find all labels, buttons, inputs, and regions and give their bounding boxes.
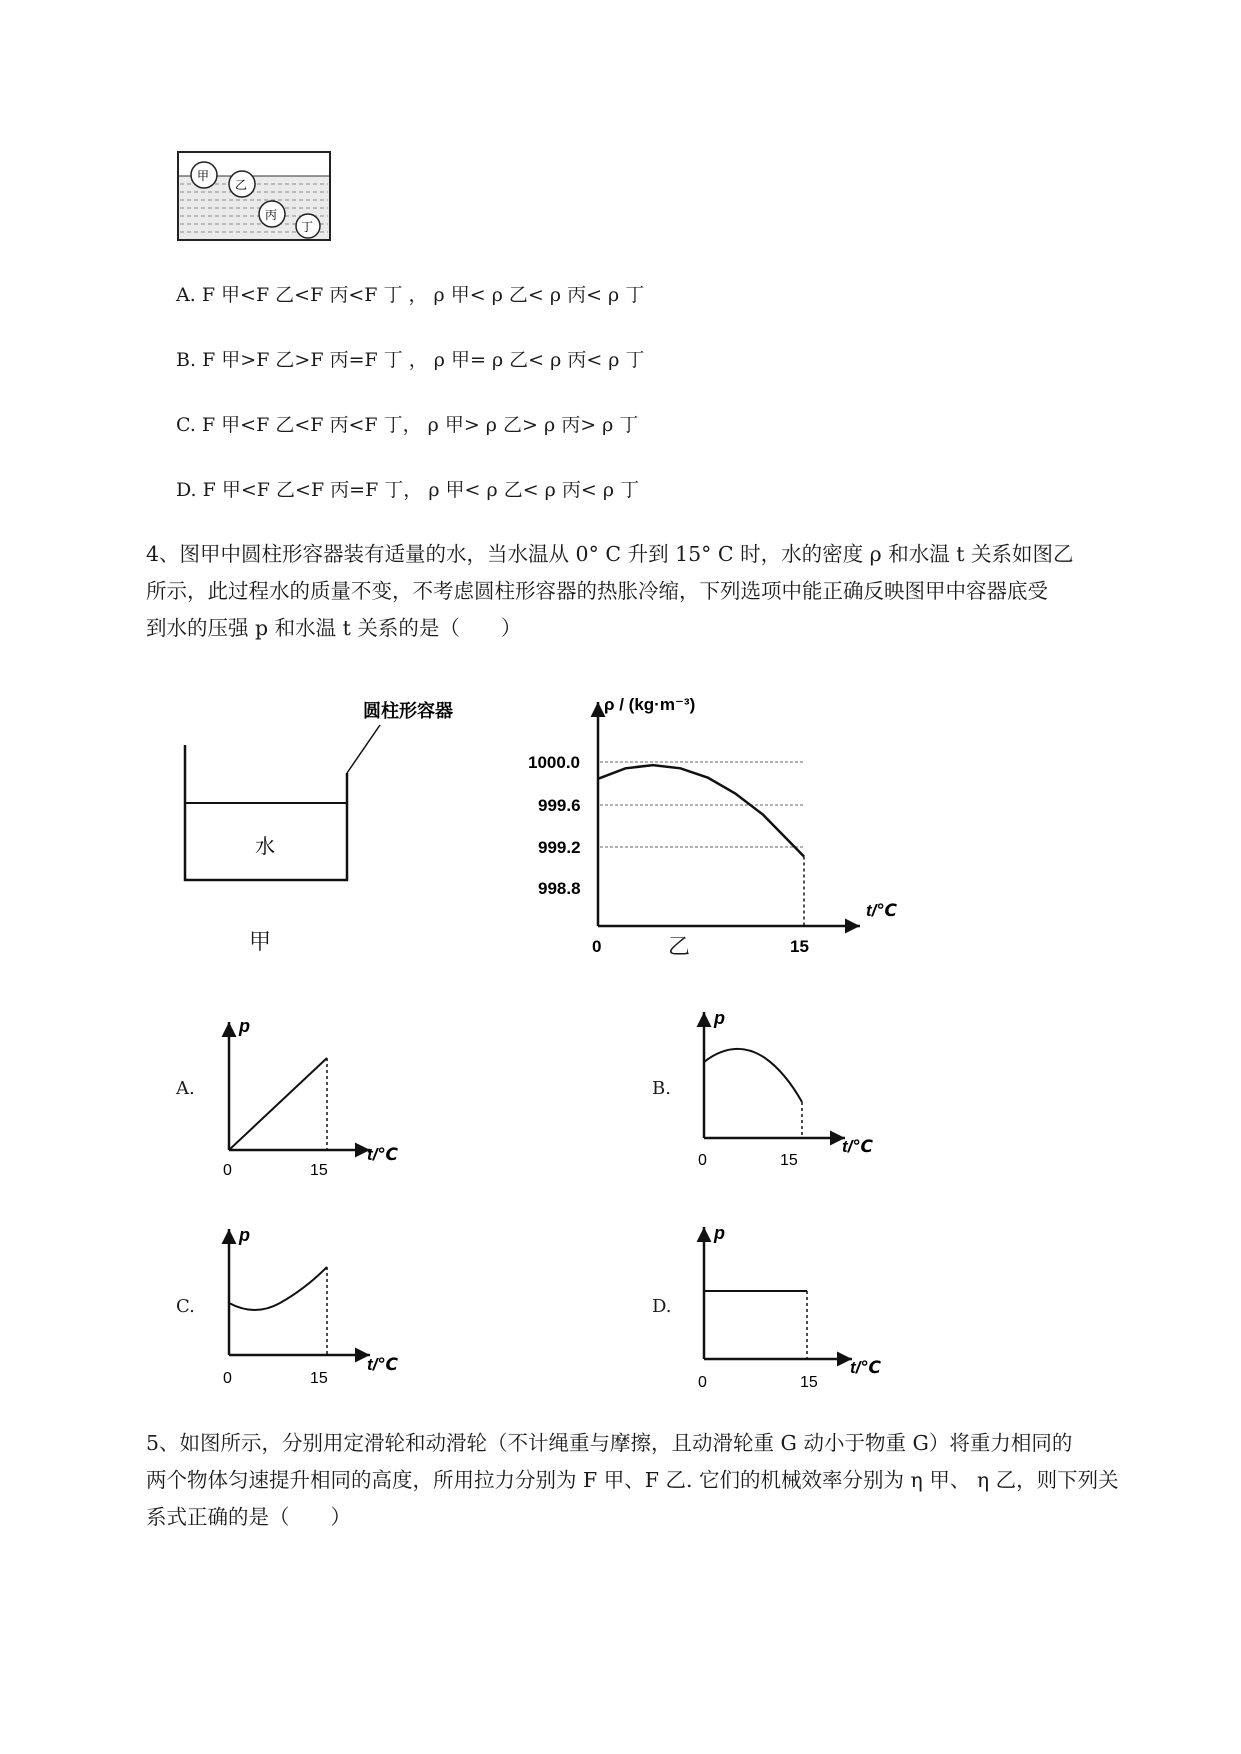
- x-axis-label: t/℃: [367, 1145, 398, 1164]
- x-tick-label: 15: [790, 937, 809, 956]
- q5-line-2: 两个物体匀速提升相同的高度，所用拉力分别为 F 甲、F 乙. 它们的机械效率分别为 η 甲、 η 乙，则下列关: [146, 1468, 1119, 1492]
- q4-choice-d-letter[interactable]: D.: [652, 1296, 672, 1317]
- y-axis-label: p: [239, 1225, 250, 1245]
- figure-yi-density-chart: [520, 690, 900, 956]
- q3-option-b[interactable]: [176, 345, 645, 372]
- q3-option-d[interactable]: [176, 475, 639, 502]
- ball-label-yi: 乙: [235, 178, 248, 192]
- option-text: F 甲<F 乙<F 丙<F 丁， ρ 甲> ρ 乙> ρ 丙> ρ 丁: [201, 414, 639, 436]
- x-tick-label: 0: [698, 1152, 707, 1169]
- x-tick-label: 15: [310, 1370, 328, 1387]
- ball-label-bing: 丙: [265, 208, 278, 222]
- option-letter: C.: [176, 414, 196, 436]
- q4-choice-a-graph[interactable]: [215, 1010, 405, 1180]
- y-axis-label: p: [714, 1008, 725, 1028]
- y-axis-label: p: [714, 1223, 725, 1243]
- option-letter: B.: [176, 349, 197, 371]
- q5-stem: [146, 1425, 1146, 1536]
- q4-choice-a-letter[interactable]: A.: [176, 1078, 195, 1099]
- ball-label-jia: 甲: [197, 169, 210, 183]
- water-label: 水: [255, 836, 275, 858]
- container-label: 圆柱形容器: [363, 701, 453, 721]
- q5-line-3: 系式正确的是（ ）: [146, 1505, 351, 1529]
- y-axis-label: p: [239, 1016, 250, 1036]
- x-axis-label: t/℃: [842, 1137, 873, 1156]
- option-letter: D.: [176, 479, 197, 501]
- option-text: F 甲<F 乙<F 丙=F 丁， ρ 甲< ρ 乙< ρ 丙< ρ 丁: [202, 479, 640, 501]
- q4-choice-b-letter[interactable]: B.: [652, 1078, 671, 1099]
- q4-choice-b-graph[interactable]: [690, 1010, 880, 1180]
- option-text: F 甲>F 乙>F 丙=F 丁 ， ρ 甲= ρ 乙< ρ 丙< ρ 丁: [202, 349, 645, 371]
- x-tick-label: 0: [592, 937, 602, 956]
- y-tick-label: 999.6: [538, 796, 581, 815]
- x-tick-label: 15: [780, 1152, 798, 1169]
- x-tick-label: 0: [223, 1370, 232, 1387]
- density-curve: [598, 765, 804, 856]
- caption-jia: 甲: [249, 930, 272, 955]
- p-curve: [229, 1267, 327, 1310]
- y-tick-label: 999.2: [538, 838, 581, 857]
- q4-choice-d-graph[interactable]: [690, 1225, 890, 1395]
- q4-line-1: 4、图甲中圆柱形容器装有适量的水，当水温从 0° C 升到 15° C 时，水的密度 ρ 和水温 t 关系如图乙: [146, 542, 1074, 566]
- caption-yi: 乙: [668, 935, 691, 960]
- q3-option-c[interactable]: [176, 410, 638, 437]
- option-letter: A.: [176, 284, 196, 306]
- x-axis-label: t/℃: [850, 1358, 881, 1377]
- q5-line-1: 5、如图所示，分别用定滑轮和动滑轮（不计绳重与摩擦，且动滑轮重 G 动小于物重 G）将重力相同的: [146, 1431, 1073, 1455]
- ball-label-ding: 丁: [301, 220, 314, 234]
- q4-line-3: 到水的压强 p 和水温 t 关系的是（ ）: [146, 616, 522, 640]
- x-axis-label: t/℃: [866, 901, 897, 920]
- y-axis-label: ρ / (kg·m⁻³): [604, 695, 696, 714]
- y-tick-label: 998.8: [538, 879, 581, 898]
- q4-choice-c-letter[interactable]: C.: [176, 1296, 195, 1317]
- p-curve: [704, 1049, 802, 1102]
- option-text: F 甲<F 乙<F 丙<F 丁 ， ρ 甲< ρ 乙< ρ 丙< ρ 丁: [201, 284, 645, 306]
- q3-ball-figure: [176, 150, 336, 245]
- figure-jia-container: [175, 695, 485, 895]
- x-tick-label: 0: [223, 1162, 232, 1179]
- x-tick-label: 15: [310, 1162, 328, 1179]
- y-tick-label: 1000.0: [528, 753, 580, 772]
- q4-stem: [146, 536, 1146, 647]
- x-axis-label: t/℃: [367, 1355, 398, 1374]
- q3-option-a[interactable]: [176, 280, 644, 307]
- x-tick-label: 15: [800, 1374, 818, 1391]
- q4-choice-c-graph[interactable]: [215, 1225, 405, 1395]
- q4-line-2: 所示，此过程水的质量不变，不考虑圆柱形容器的热胀冷缩，下列选项中能正确反映图甲中容器底受: [146, 579, 1048, 603]
- x-tick-label: 0: [698, 1374, 707, 1391]
- p-curve: [229, 1058, 327, 1150]
